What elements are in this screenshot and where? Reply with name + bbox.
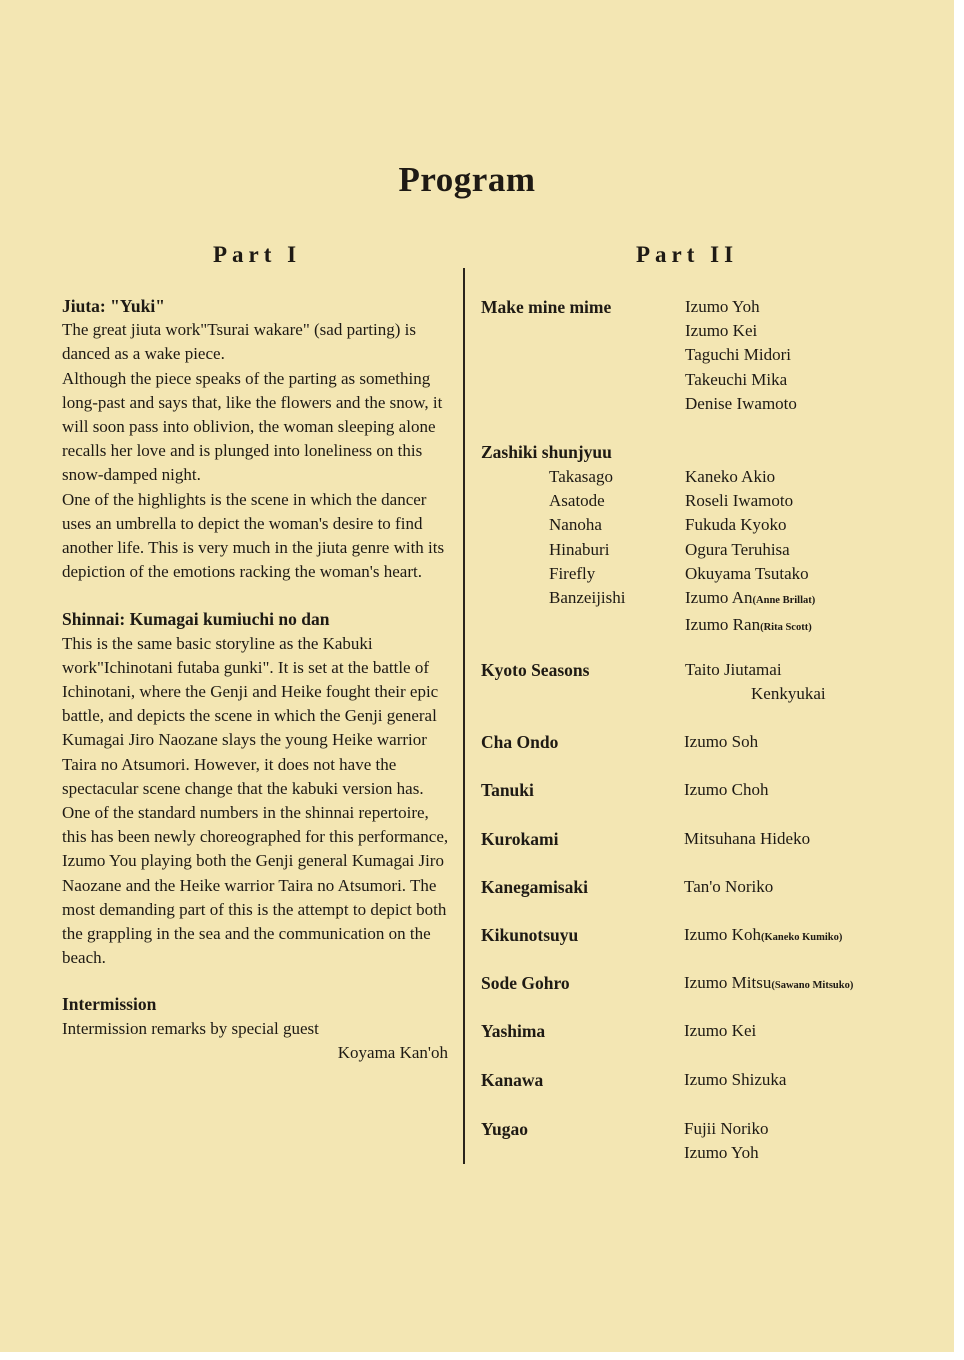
performer-name: Fujii Noriko: [684, 1119, 769, 1138]
page-title: Program: [398, 160, 536, 199]
performer-name: Okuyama Tsutako: [685, 563, 809, 583]
piece-title: Sode Gohro: [481, 973, 570, 993]
kyoto-performer-line1: Taito Jiutamai: [685, 660, 782, 679]
piece-title: Kanegamisaki: [481, 877, 588, 897]
piece-title-make-mine-mime: Make mine mime: [481, 297, 612, 317]
jiuta-paragraph: The great jiuta work"Tsurai wakare" (sad parting) is danced as a wake piece.: [62, 320, 416, 364]
piece-title: Kurokami: [481, 829, 559, 849]
performer-name: Kaneko Akio: [685, 467, 776, 486]
sub-piece-name: Firefly: [549, 563, 596, 583]
make-mine-mime-performers: [685, 295, 797, 416]
zashiki-sub-pieces: [549, 465, 625, 610]
shinnai-paragraph: This is the same basic storyline as the Kabuki work"Ichinotani futaba gunki". It is set at the battle of Ichinotani, where the Genji and Heike fought their epic battle, and depicts the scene in which the Genji general Kumagai Jiro Naozane slays the young Heike warrior Taira no Atsumori. However, it does not have the spectacular scene change that the kabuki version has.: [62, 633, 439, 798]
performer-name: Izumo An: [685, 588, 753, 608]
sub-piece-name: Asatode: [549, 491, 605, 511]
performer-name: Fukuda Kyoko: [685, 515, 787, 535]
performer-name: Izumo Mitsu: [684, 973, 772, 992]
performer-name: Izumo Kei: [684, 1021, 757, 1040]
performer-name: Taguchi Midori: [685, 345, 791, 365]
performer-name: Izumo Koh: [684, 925, 761, 944]
sub-piece-name: Nanoha: [549, 515, 602, 535]
piece-title: Tanuki: [481, 780, 534, 800]
sub-piece-name: Hinaburi: [549, 539, 610, 559]
yugao-performers: [684, 1117, 769, 1165]
piece-title: Yashima: [481, 1021, 546, 1041]
performer-name: Mitsuhana Hideko: [684, 829, 811, 848]
performer-name: Izumo Shizuka: [684, 1070, 787, 1089]
performer-real-name: (Anne Brillat): [752, 595, 816, 607]
piece-title-kyoto-seasons: Kyoto Seasons: [481, 660, 590, 680]
jiuta-paragraph: Although the piece speaks of the parting as something long-past and says that, like the flowers and the snow, it will soon pass into oblivion, the woman sleeping alone recalls her love and is plunged into loneliness on this snow-damped night.: [62, 368, 443, 485]
performer-name: Denise Iwamoto: [685, 393, 797, 413]
performer-name: Tan'o Noriko: [684, 877, 774, 896]
special-guest-name: Koyama Kan'oh: [337, 1042, 448, 1062]
performer-name: Izumo Yoh: [684, 1143, 759, 1163]
intermission-heading: Intermission: [62, 994, 157, 1015]
performer-name: Takeuchi Mika: [685, 369, 788, 389]
performer-name: Izumo Yoh: [685, 297, 760, 316]
performer-name: Roseli Iwamoto: [685, 491, 794, 511]
page-edge: [954, 0, 964, 1360]
column-divider: [463, 268, 465, 1164]
performer-entry: [684, 971, 853, 998]
jiuta-paragraph: One of the highlights is the scene in which the dancer uses an umbrella to depict the woman's desire to find another life. This is very much in the jiuta genre with its depiction of the emotions racking the woman's heart.: [62, 489, 445, 582]
performer-real-name: (Kaneko Kumiko): [760, 932, 843, 943]
shinnai-paragraph: One of the standard numbers in the shinnai repertoire, this has been newly choreographed for this performance, Izumo You playing both the Genji general Kumagai Jiro Naozane and the Heike warrior Taira no Atsumori. The most demanding part of this is the attempt to depict both the grappling in the sea and the communication on the beach.: [62, 803, 449, 968]
part-one-column: [62, 294, 454, 1065]
performer-entry: [685, 613, 815, 640]
piece-title: Kikunotsuyu: [481, 925, 579, 945]
piece-title: Cha Ondo: [481, 732, 559, 752]
piece-title-yugao: Yugao: [481, 1119, 529, 1139]
performer-name: Izumo Soh: [684, 732, 759, 751]
performer-name: Ogura Teruhisa: [685, 539, 790, 559]
performer-name: Izumo Ran: [685, 615, 761, 635]
kyoto-performer-line2: Kenkyukai: [751, 684, 826, 703]
jiuta-heading: Jiuta: "Yuki": [62, 296, 165, 316]
part-one-heading: Part I: [213, 242, 302, 267]
performer-entry: [684, 923, 842, 950]
sub-piece-name: Takasago: [549, 467, 613, 486]
shinnai-heading: Shinnai: Kumagai kumiuchi no dan: [62, 609, 330, 630]
performer-entry: [685, 586, 815, 613]
piece-title-zashiki-shunjyuu: Zashiki shunjyuu: [481, 442, 612, 462]
part-two-heading: Part II: [636, 242, 739, 267]
performer-name: Izumo Choh: [684, 780, 769, 799]
performer-real-name: (Rita Scott): [760, 622, 812, 634]
performer-name: Izumo Kei: [685, 321, 758, 341]
performer-real-name: (Sawano Mitsuko): [771, 980, 854, 991]
sub-piece-name: Banzeijishi: [549, 588, 626, 608]
intermission-text: Intermission remarks by special guest: [62, 1018, 319, 1038]
zashiki-performers: [685, 465, 815, 640]
piece-title: Kanawa: [481, 1070, 544, 1090]
